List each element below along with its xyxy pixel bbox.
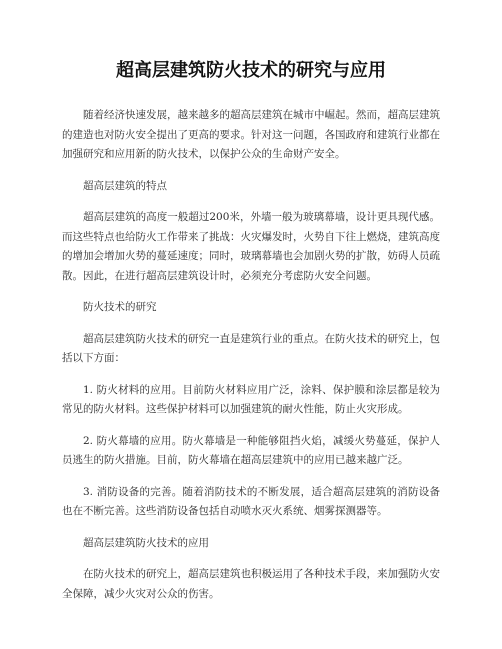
list-item-materials: 1. 防火材料的应用。目前防火材料应用广泛，涂料、保护膜和涂层都是较为常见的防火材料。这些保护材料可以加强建筑的耐火性能，防止火灾形成。 <box>62 383 440 415</box>
features-paragraph: 超高层建筑的高度一般超过200米，外墙一般为玻璃幕墙，设计更具现代感。而这些特点也给防火工作带来了挑战：火灾爆发时，火势自下往上燃烧，建筑高度的增加会增加火势的蔓延速度；同时，玻璃幕墙也会加剧火势的扩散，妨碍人员疏散。因此，在进行超高层建筑设计时，必须充分考虑防火安全问题。 <box>62 211 440 282</box>
application-paragraph: 在防火技术的研究上，超高层建筑也积极运用了各种技术手段，来加强防火安全保障，减少火灾对公众的伤害。 <box>62 568 440 600</box>
list-item-curtain-wall: 2. 防火幕墙的应用。防火幕墙是一种能够阻挡火焰，减缓火势蔓延，保护人员逃生的防火措施。目前，防火幕墙在超高层建筑中的应用已越来越广泛。 <box>62 434 440 466</box>
intro-paragraph: 随着经济快速发展，越来越多的超高层建筑在城市中崛起。然而，超高层建筑的建造也对防火安全提出了更高的要求。针对这一问题，各国政府和建筑行业都在加强研究和应用新的防火技术，以保护公众的生命财产安全。 <box>62 109 440 160</box>
section-heading-application: 超高层建筑防火技术的应用 <box>83 536 209 549</box>
section-heading-features: 超高层建筑的特点 <box>83 179 167 192</box>
research-paragraph: 超高层建筑防火技术的研究一直是建筑行业的重点。在防火技术的研究上，包括以下方面： <box>62 332 440 364</box>
list-item-equipment: 3. 消防设备的完善。随着消防技术的不断发展，适合超高层建筑的消防设备也在不断完善。这些消防设备包括自动喷水灭火系统、烟雾探测器等。 <box>62 485 440 517</box>
page-title: 超高层建筑防火技术的研究与应用 <box>116 60 386 81</box>
section-heading-research: 防火技术的研究 <box>83 301 157 313</box>
